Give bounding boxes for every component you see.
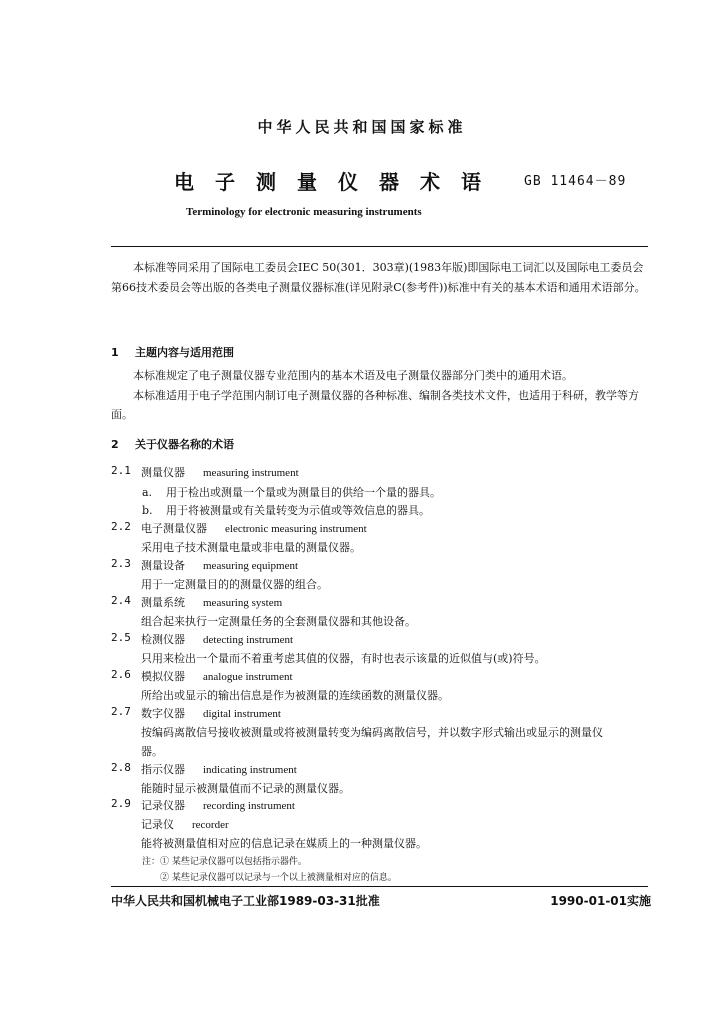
- term-en: analogue instrument: [203, 671, 293, 683]
- sense-label: a.: [142, 486, 153, 499]
- term-2-1-sense-b: [142, 502, 430, 518]
- section-1-paragraph-2: 本标准适用于电子学范围内制订电子测量仪器的各种标准、编制各类技术文件，也适用于科研，教学等方面。: [111, 388, 639, 421]
- term-definition: 采用电子技术测量电量或非电量的测量仪器。: [141, 541, 361, 554]
- standard-code: GB 11464－89: [524, 174, 627, 189]
- term-definition: 能随时显示被测量值而不记录的测量仪器。: [141, 782, 350, 795]
- effective-date: 1990-01-01实施: [550, 894, 651, 908]
- section-title: 关于仪器名称的术语: [135, 438, 234, 451]
- section-1-paragraph-1: 本标准规定了电子测量仪器专业范围内的基本术语及电子测量仪器部分门类中的通用术语。: [133, 369, 573, 382]
- section-number: 1: [111, 346, 119, 359]
- term-2-1-sense-a: [142, 484, 441, 500]
- section-2-heading: [111, 436, 234, 452]
- approval-issuer: 中华人民共和国机械电子工业部1989-03-31批准: [111, 894, 380, 908]
- term-number: 2.6: [111, 668, 131, 681]
- term-number: 2.7: [111, 705, 131, 718]
- term-alt-cn: 记录仪: [141, 818, 174, 831]
- term-en: measuring system: [203, 597, 283, 609]
- term-cn: 记录仪器: [141, 799, 185, 812]
- term-cn: 测量仪器: [141, 466, 185, 479]
- term-number: 2.4: [111, 594, 131, 607]
- term-cn: 测量设备: [141, 559, 185, 572]
- term-en: measuring equipment: [203, 560, 299, 572]
- term-number: 2.2: [111, 520, 131, 533]
- term-number: 2.9: [111, 797, 131, 810]
- term-en: measuring instrument: [203, 467, 299, 479]
- term-definition: 组合起来执行一定测量任务的全套测量仪器和其他设备。: [141, 615, 416, 628]
- term-number: 2.3: [111, 557, 131, 570]
- term-en: detecting instrument: [203, 634, 294, 646]
- section-1-body: [111, 366, 651, 425]
- note-2: ② 某些记录仪器可以记录与一个以上被测量相对应的信息。: [160, 873, 397, 883]
- term-cn: 指示仪器: [141, 763, 185, 776]
- sense-label: b.: [142, 504, 153, 517]
- sense-text: 用于检出或测量一个量或为测量目的供给一个量的器具。: [166, 486, 441, 499]
- term-number: 2.1: [111, 464, 131, 477]
- note-1: 注：① 某些记录仪器可以包括指示器件。: [142, 857, 307, 867]
- term-definition: 只用来检出一个量而不着重考虑其值的仪器，有时也表示该量的近似值与(或)符号。: [141, 652, 546, 665]
- term-cn: 检测仪器: [141, 633, 185, 646]
- term-cn: 模拟仪器: [141, 670, 185, 683]
- term-definition: 能将被测量值相对应的信息记录在媒质上的一种测量仪器。: [141, 837, 427, 850]
- term-en: electronic measuring instrument: [225, 523, 367, 535]
- term-en: digital instrument: [203, 708, 281, 720]
- term-number: 2.5: [111, 631, 131, 644]
- term-definition-line-1: 按编码离散信号接收被测量或将被测量转变为编码离散信号，并以数字形式输出或显示的测量仪: [141, 726, 603, 739]
- intro-block: [111, 258, 651, 297]
- section-1-heading: [111, 344, 234, 360]
- term-alt-en: recorder: [192, 819, 229, 831]
- header-divider: [111, 246, 648, 247]
- term-cn: 电子测量仪器: [141, 522, 207, 535]
- term-en: recording instrument: [203, 800, 295, 812]
- intro-paragraph: 本标准等同采用了国际电工委员会IEC 50(301．303章)(1983年版)即国际电工词汇以及国际电工委员会第66技术委员会等出版的各类电子测量仪器标准(详见附录C(参考件))标准中有关的基本术语和通用术语部分。: [111, 261, 646, 294]
- section-title: 主题内容与适用范围: [135, 346, 234, 359]
- footer-divider: [111, 886, 648, 887]
- term-definition: 所给出或显示的输出信息是作为被测量的连续函数的测量仪器。: [141, 689, 449, 702]
- term-definition-line-2: 器。: [141, 745, 163, 758]
- section-number: 2: [111, 438, 119, 451]
- sense-text: 用于将被测量或有关量转变为示值或等效信息的器具。: [166, 504, 430, 517]
- standard-title: 中华人民共和国国家标准: [257, 118, 467, 136]
- document-title: 电子测量仪器术语: [174, 170, 502, 194]
- term-en: indicating instrument: [203, 764, 297, 776]
- term-cn: 测量系统: [141, 596, 185, 609]
- term-cn: 数字仪器: [141, 707, 185, 720]
- term-number: 2.8: [111, 761, 131, 774]
- term-definition: 用于一定测量目的的测量仪器的组合。: [141, 578, 328, 591]
- english-title: Terminology for electronic measuring instruments: [186, 206, 422, 218]
